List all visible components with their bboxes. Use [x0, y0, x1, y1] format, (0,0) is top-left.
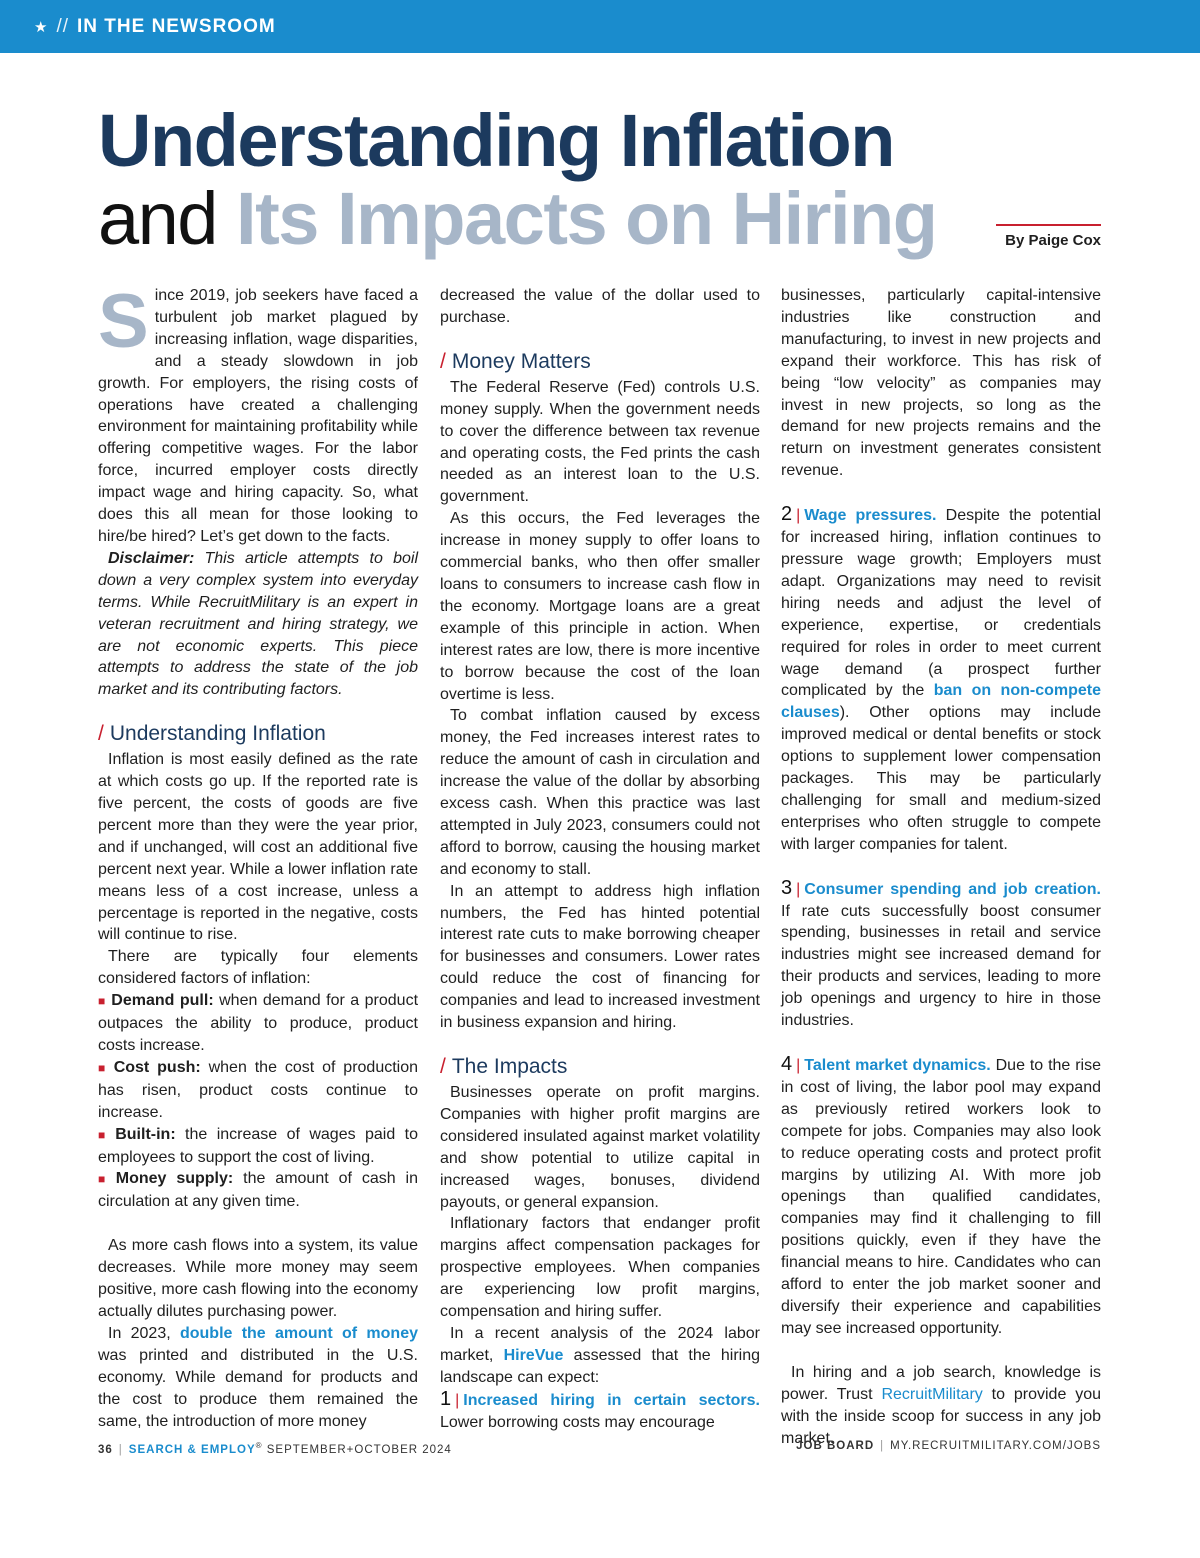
byline: By Paige Cox	[996, 224, 1101, 249]
paragraph: Inflation is most easily defined as the rate at which costs go up. If the reported rate is five percent, the costs of goods are five percent more than they were the year prior, and if unchanged, will cost an additional five percent next year. While a lower inflation rate means less of a cost increase, unless a percentage is reported in the negative, costs will continue to rise.	[98, 751, 418, 944]
item-number: 1	[440, 1387, 452, 1410]
bullet-text: the increase of wages paid to employees to support the cost of living.	[98, 1125, 419, 1166]
item-text: ). Other options may include improved medical or dental benefits or stock options to supplement lower compensation packages. This may be particularly challenging for small and medium-sized enterprises who often struggle to compete with larger companies for talent.	[781, 704, 1101, 853]
heading-text: Money Matters	[451, 349, 591, 373]
heading-text: Understanding Inflation	[109, 722, 326, 746]
article-title	[98, 99, 937, 260]
non-compete-link[interactable]: ban on non-compete clauses	[781, 682, 1102, 722]
job-board-label: JOB BOARD	[796, 1440, 875, 1452]
paragraph: There are typically four elements considered factors of inflation:	[98, 948, 418, 988]
footer-divider: |	[118, 1443, 123, 1456]
title-and: and	[98, 177, 217, 260]
column-2	[440, 285, 760, 1434]
section-header-bar	[0, 0, 1200, 53]
page-number: 36	[98, 1443, 113, 1456]
item-number: 2	[781, 503, 793, 526]
disclaimer-label: Disclaimer:	[108, 549, 195, 567]
heading-money-matters: / Money Matters	[440, 349, 591, 373]
paragraph: decreased the value of the dollar used to purchase.	[440, 287, 760, 326]
item-text: If rate cuts successfully boost consumer spending, businesses in retail and service industries might see increased demand for their products and services, leading to more job openings and urgency to hire in those industries.	[781, 902, 1101, 1030]
text: assessed that the hiring landscape can expect:	[440, 1346, 761, 1386]
item-title: Wage pressures.	[804, 507, 937, 525]
item-text: Lower borrowing costs may encourage	[440, 1413, 715, 1431]
job-board-url[interactable]: MY.RECRUITMILITARY.COM/JOBS	[890, 1440, 1101, 1452]
issue-date: SEPTEMBER+OCTOBER 2024	[266, 1443, 452, 1456]
heading-understanding-inflation: / Understanding Inflation	[98, 722, 326, 746]
registered-mark: ®	[255, 1441, 263, 1450]
paragraph: To combat inflation caused by excess money, the Fed increases interest rates to reduce the amount of cash in circulation and increase the value of the dollar by absorbing excess cash. When this practice was last attempted in July 2023, consumers could not afford to borrow, causing the housing market and economy to stall.	[440, 707, 760, 878]
paragraph: As this occurs, the Fed leverages the increase in money supply to offer loans to commercial banks, who then offer smaller loans to consumers to increase cash flow in the economy. Mortgage loans are a great example of this principle in action. When interest rates are low, there is more incentive to borrow because the cost of the loan overtime is less.	[440, 510, 760, 703]
disclaimer	[98, 548, 418, 701]
column-1	[98, 279, 419, 1432]
numbered-item: 2 | Wage pressures. Despite the potential for increased hiring, inflation continues to pressure wage growth; Employers must adapt. Organizations may need to revisit hiring needs and adjust the level of experience, expertise, or credentials required for roles in order to meet current wage demand (a prospect further complicated by the ban on non-compete clauses). Other options may include improved medical or dental benefits or stock options to supplement lower compensation packages. This may be particularly challenging for small and medium-sized enterprises who often struggle to compete with larger companies for talent.	[781, 503, 1102, 853]
item-title: Increased hiring in certain sectors.	[463, 1391, 760, 1409]
bullet-label: Built-in:	[115, 1125, 176, 1143]
item-number: 3	[781, 876, 793, 899]
footer-divider: |	[880, 1440, 885, 1452]
bullet-item	[98, 990, 418, 1057]
square-bullet-icon: ■	[98, 1172, 111, 1187]
paragraph: As more cash flows into a system, its value decreases. While more money may seem positive, more cash flowing into the economy actually dilutes purchasing power.	[98, 1237, 418, 1320]
square-bullet-icon: ■	[98, 1060, 109, 1075]
text: to provide you with the inside scoop for success in any job market.	[781, 1385, 1101, 1447]
text: In hiring and a job search, knowledge is power. Trust	[781, 1363, 1101, 1403]
text: In 2023,	[108, 1324, 180, 1342]
title-line-2	[98, 177, 937, 260]
bullet-item	[98, 1168, 418, 1213]
item-title: Talent market dynamics.	[804, 1057, 991, 1074]
numbered-item: 4 | Talent market dynamics. Due to the rise in cost of living, the labor pool may expand as previously retired workers look to compete for jobs. Companies may also look to reduce operating costs and protect profit margins by utilizing AI. With more job openings than qualified candidates, companies may find it challenging to fill positions quickly, even if they have the financial means to hire. Candidates who can afford to enter the job market sooner and diversify their experience and capabilities may see increased opportunity.	[781, 1053, 1102, 1337]
bullet-item	[98, 1124, 418, 1169]
intro-paragraph	[98, 279, 418, 548]
closing-paragraph	[781, 1362, 1101, 1450]
bullet-label: Money supply:	[115, 1170, 234, 1188]
item-text: Due to the rise in cost of living, the labor pool may expand as previously retired workers look to compete for jobs. Companies may also look to reduce operating costs and protect profit margins by utilizing AI. With more job openings than qualified candidates, companies may find it challenging to fill positions quickly, even if they have the financial means to hire. Candidates who can afford to enter the job market sooner and diversify their experience and capabilities may see increased opportunity.	[781, 1057, 1102, 1337]
intro-text: ince 2019, job seekers have faced a turbulent job market plagued by increasing inflation, wage disparities, and a steady slowdown in job growth. For employers, the rising costs of operations have created a challenging environment for maintaining profitability while offering competitive wages. For the labor force, incurred employer costs directly impact wage and hiring capacity. So, what does this all mean for those looking to hire/be hired? Let’s get down to the facts.	[98, 287, 418, 545]
title-line-1: Understanding Inflation	[98, 99, 894, 182]
text: was printed and distributed in the U.S. economy. While demand for products and the cost to produce them remained the same, the introduction of more money	[98, 1346, 418, 1430]
paragraph: businesses, particularly capital-intensive industries like construction and manufacturing, to invest in new projects and expand their workforce. This has risk of being “low velocity” as companies may invest in new projects, so long as the demand for new projects remains and the return on investment generates consistent revenue.	[781, 287, 1101, 480]
item-text: Despite the potential for increased hiring, inflation continues to pressure wage growth; Employers must adapt. Organizations may need to revisit hiring needs and adjust the level of experience, expertise, or credentials required for roles in order to meet current wage demand (a prospect further complicated by the	[781, 507, 1101, 700]
footer-left	[98, 1441, 452, 1456]
numbered-item: 1 | Increased hiring in certain sectors. Lower borrowing costs may encourage	[440, 1387, 760, 1431]
recruitmilitary-link[interactable]: RecruitMilitary	[881, 1385, 983, 1403]
bullet-item	[98, 1057, 418, 1124]
heading-text: The Impacts	[451, 1055, 568, 1078]
hirevue-link[interactable]: HireVue	[503, 1346, 564, 1364]
double-money-link[interactable]: double the amount of money	[179, 1324, 418, 1342]
item-number: 4	[781, 1053, 793, 1075]
paragraph	[440, 1323, 760, 1389]
item-title: Consumer spending and job creation.	[804, 880, 1101, 898]
bullet-label: Cost push:	[113, 1058, 201, 1076]
header-slashes: //	[56, 15, 70, 37]
square-bullet-icon: ■	[98, 994, 107, 1009]
numbered-item: 3 | Consumer spending and job creation. If rate cuts successfully boost consumer spending, businesses in retail and service industries might see increased demand for their products and services, leading to more job openings and urgency to hire in those industries.	[781, 876, 1101, 1030]
square-bullet-icon: ■	[98, 1127, 111, 1142]
bullet-text: the amount of cash in circulation at any given time.	[98, 1170, 419, 1211]
paragraph: In an attempt to address high inflation numbers, the Fed has hinted potential interest rate cuts to make borrowing cheaper for businesses and consumers. Lower rates could reduce the cost of financing for companies and lead to increased investment in business expansion and hiring.	[440, 882, 760, 1032]
section-label: IN THE NEWSROOM	[77, 15, 276, 37]
bullet-text: when the cost of production has risen, product costs continue to increase.	[98, 1058, 419, 1121]
paragraph: The Federal Reserve (Fed) controls U.S. money supply. When the government needs to cover the difference between tax revenue and operating costs, the Fed prints the cash needed as an interest loan to the U.S. government.	[440, 378, 760, 506]
drop-cap: S	[98, 279, 149, 364]
text: In a recent analysis of the 2024 labor market,	[440, 1324, 760, 1364]
bullet-text: when demand for a product outpaces the ability to produce, product costs increase.	[98, 992, 419, 1054]
paragraph	[98, 1323, 418, 1433]
column-3	[781, 285, 1101, 1449]
magazine-brand: SEARCH & EMPLOY	[128, 1443, 256, 1456]
bullet-label: Demand pull:	[111, 992, 214, 1010]
footer-right	[796, 1440, 1101, 1452]
title-line-2-text: Its Impacts on Hiring	[236, 177, 937, 260]
disclaimer-text: This article attempts to boil down a very complex system into everyday terms. While RecruitMilitary is an expert in veteran recruitment and hiring strategy, we are not economic experts. This piece attempts to address the state of the job market and its contributing factors.	[98, 549, 418, 699]
star-icon: ★	[34, 18, 49, 36]
paragraph: Businesses operate on profit margins. Companies with higher profit margins are considered insulated against market volatility and show potential to utilize capital in increased wages, bonuses, dividend payouts, or general expansion.	[440, 1084, 760, 1211]
paragraph: Inflationary factors that endanger profit margins affect compensation packages for prospective employees. When companies are experiencing low profit margins, compensation and hiring suffer.	[440, 1215, 760, 1321]
heading-the-impacts: / The Impacts	[440, 1055, 568, 1078]
